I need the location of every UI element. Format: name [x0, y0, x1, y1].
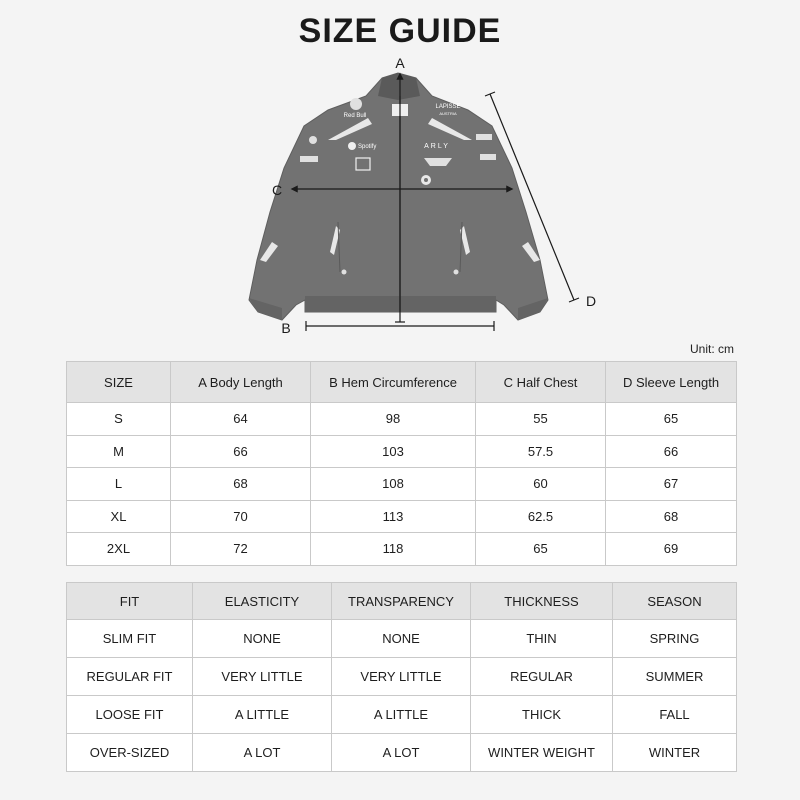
transparency-cell: NONE: [332, 620, 471, 658]
header-transparency: TRANSPARENCY: [332, 583, 471, 620]
half-chest-cell: 57.5: [476, 435, 606, 468]
fit-table-header: [67, 583, 737, 620]
table-row: [67, 435, 737, 468]
body-length-cell: 70: [171, 500, 311, 533]
header-half-chest: C Half Chest: [476, 362, 606, 403]
svg-text:Spotify: Spotify: [358, 144, 377, 150]
half-chest-cell: 60: [476, 468, 606, 501]
hem-circumference-cell: 98: [311, 403, 476, 436]
lapisse-logo: LAPISSE: [435, 104, 461, 110]
size-cell: M: [67, 435, 171, 468]
fit-cell: LOOSE FIT: [67, 696, 193, 734]
table-row: [67, 533, 737, 566]
hem-circumference-cell: 113: [311, 500, 476, 533]
table-row: [67, 620, 737, 658]
jacket-illustration: [249, 73, 548, 320]
season-cell: WINTER: [613, 734, 737, 772]
label-d: D: [585, 293, 597, 309]
arly-logo: ARLY: [424, 143, 450, 150]
transparency-cell: VERY LITTLE: [332, 658, 471, 696]
table-row: [67, 403, 737, 436]
fit-cell: SLIM FIT: [67, 620, 193, 658]
fit-cell: REGULAR FIT: [67, 658, 193, 696]
header-fit: FIT: [67, 583, 193, 620]
body-length-cell: 66: [171, 435, 311, 468]
header-sleeve-length: D Sleeve Length: [606, 362, 737, 403]
hem-circumference-cell: 118: [311, 533, 476, 566]
half-chest-cell: 55: [476, 403, 606, 436]
header-size: SIZE: [67, 362, 171, 403]
header-elasticity: ELASTICITY: [193, 583, 332, 620]
table-row: [67, 500, 737, 533]
transparency-cell: A LITTLE: [332, 696, 471, 734]
elasticity-cell: VERY LITTLE: [193, 658, 332, 696]
size-cell: 2XL: [67, 533, 171, 566]
size-cell: XL: [67, 500, 171, 533]
hem-circumference-cell: 103: [311, 435, 476, 468]
elasticity-cell: A LITTLE: [193, 696, 332, 734]
header-thickness: THICKNESS: [471, 583, 613, 620]
measurement-b: [281, 320, 494, 336]
elasticity-cell: A LOT: [193, 734, 332, 772]
unit-label: Unit: cm: [689, 342, 734, 356]
sleeve-length-cell: 68: [606, 500, 737, 533]
table-row: [67, 658, 737, 696]
thickness-cell: WINTER WEIGHT: [471, 734, 613, 772]
label-c: C: [271, 182, 283, 198]
austria-logo: AUSTRIA: [439, 111, 457, 116]
label-b: B: [281, 320, 291, 336]
season-cell: SPRING: [613, 620, 737, 658]
hem-circumference-cell: 108: [311, 468, 476, 501]
svg-text:Red Bull: Red Bull: [343, 113, 367, 119]
sleeve-length-cell: 67: [606, 468, 737, 501]
size-cell: S: [67, 403, 171, 436]
page-title: SIZE GUIDE: [298, 12, 502, 50]
elasticity-cell: NONE: [193, 620, 332, 658]
body-length-cell: 72: [171, 533, 311, 566]
sleeve-length-cell: 69: [606, 533, 737, 566]
header-season: SEASON: [613, 583, 737, 620]
table-row: [67, 468, 737, 501]
sleeve-length-cell: 65: [606, 403, 737, 436]
thickness-cell: THICK: [471, 696, 613, 734]
transparency-cell: A LOT: [332, 734, 471, 772]
body-length-cell: 68: [171, 468, 311, 501]
body-length-cell: 64: [171, 403, 311, 436]
table-row: [67, 734, 737, 772]
table-row: [67, 696, 737, 734]
sleeve-length-cell: 66: [606, 435, 737, 468]
header-hem-circumference: B Hem Circumference: [311, 362, 476, 403]
half-chest-cell: 65: [476, 533, 606, 566]
half-chest-cell: 62.5: [476, 500, 606, 533]
jacket-diagram: [240, 52, 610, 342]
season-cell: FALL: [613, 696, 737, 734]
header-body-length: A Body Length: [171, 362, 311, 403]
fit-table: [66, 582, 737, 772]
label-a: A: [395, 55, 405, 71]
thickness-cell: REGULAR: [471, 658, 613, 696]
spotify-logo: [348, 142, 376, 150]
size-cell: L: [67, 468, 171, 501]
season-cell: SUMMER: [613, 658, 737, 696]
size-table-header: [67, 362, 737, 403]
thickness-cell: THIN: [471, 620, 613, 658]
size-table: [66, 361, 737, 566]
fit-cell: OVER-SIZED: [67, 734, 193, 772]
